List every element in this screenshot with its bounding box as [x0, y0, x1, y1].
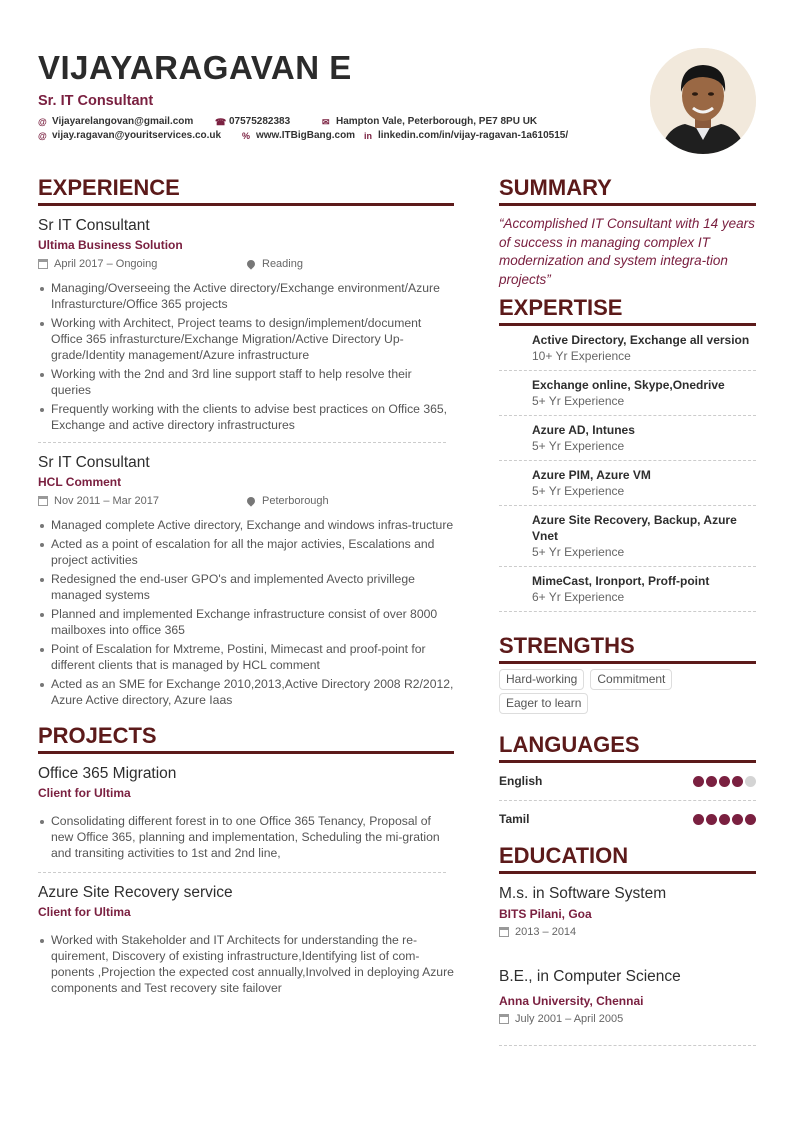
- envelope-icon: ✉: [322, 117, 330, 127]
- resume-header: [38, 48, 638, 143]
- job-location: Peterborough: [245, 494, 329, 508]
- project-client: Client for Ultima: [38, 905, 131, 919]
- experience-entry: [38, 206, 454, 443]
- job-date: Nov 2011 – Mar 2017: [38, 494, 245, 508]
- project-client: Client for Ultima: [38, 786, 131, 800]
- strengths-heading: STRENGTHS: [499, 632, 756, 664]
- bullet-item: Redesigned the end-user GPO's and implemented Avecto privillege managed systems: [38, 571, 454, 603]
- job-date: April 2017 – Ongoing: [38, 257, 245, 271]
- job-bullets: [38, 280, 454, 433]
- calendar-icon: [38, 259, 48, 269]
- proficiency-dots: [691, 776, 756, 787]
- dot-filled-icon: [745, 814, 756, 825]
- job-title: Sr IT Consultant: [38, 454, 150, 471]
- bullet-item: Worked with Stakeholder and IT Architects for understanding the re-quirement, Discovery of existing infrastructure,Identifying list of com-ponents ,Projection the expected cost annually,Involved in deploying Azure components and Test recovery site failover: [38, 932, 454, 996]
- job-bullets: [38, 517, 454, 708]
- dot-filled-icon: [719, 814, 730, 825]
- summary-text: “Accomplished IT Consultant with 14 years of success in managing complex IT modernization and system integra-tion projects”: [499, 216, 755, 287]
- experience-entry: [38, 443, 454, 708]
- expertise-item: MimeCast, Ironport, Proff-point 6+ Yr Experience: [499, 567, 756, 612]
- expertise-item: Azure PIM, Azure VM 5+ Yr Experience: [499, 461, 756, 506]
- entry-divider: [499, 1026, 756, 1046]
- right-column: [499, 174, 756, 1046]
- contact-email-2[interactable]: @ vijay.ragavan@youritservices.co.uk: [38, 130, 222, 141]
- calendar-icon: [499, 1014, 509, 1024]
- language-item: [499, 801, 756, 838]
- calendar-icon: [499, 927, 509, 937]
- education-entry: [499, 874, 756, 939]
- phone-icon: ☎: [215, 117, 227, 127]
- bullet-item: Acted as a point of escalation for all the major activies, Escalations and project activities: [38, 536, 454, 568]
- expertise-item: Azure AD, Intunes 5+ Yr Experience: [499, 416, 756, 461]
- education-entry: [499, 967, 756, 1046]
- strength-tag: Hard-working: [499, 669, 584, 690]
- contact-info: [38, 115, 638, 143]
- proficiency-dots: [691, 814, 756, 825]
- education-heading: EDUCATION: [499, 842, 756, 874]
- languages-heading: LANGUAGES: [499, 731, 756, 763]
- language-name: English: [499, 774, 543, 788]
- expertise-heading: EXPERTISE: [499, 294, 756, 326]
- bullet-item: Working with the 2nd and 3rd line support staff to help resolve their queries: [38, 366, 454, 398]
- profile-photo: [650, 48, 756, 154]
- strength-tag: Eager to learn: [499, 693, 588, 714]
- contact-linkedin[interactable]: in linkedin.com/in/vijay-ragavan-1a610515/: [364, 130, 569, 141]
- dot-empty-icon: [745, 776, 756, 787]
- dot-filled-icon: [732, 814, 743, 825]
- dot-filled-icon: [693, 776, 704, 787]
- bullet-item: Acted as an SME for Exchange 2010,2013,Active Directory 2008 R2/2012, Azure Active directory, Azure Iaas: [38, 676, 454, 708]
- calendar-icon: [38, 496, 48, 506]
- edu-date: 2013 – 2014: [499, 925, 756, 939]
- project-bullets: [38, 813, 454, 861]
- contact-address: ✉ Hampton Vale, Peterborough, PE7 8PU UK: [322, 116, 538, 127]
- at-icon: @: [38, 117, 47, 127]
- dot-filled-icon: [706, 814, 717, 825]
- left-column: [38, 174, 454, 999]
- edu-date: July 2001 – April 2005: [499, 1012, 756, 1026]
- expertise-item: Exchange online, Skype,Onedrive 5+ Yr Experience: [499, 371, 756, 416]
- dot-filled-icon: [732, 776, 743, 787]
- summary-heading: SUMMARY: [499, 174, 756, 206]
- dot-filled-icon: [706, 776, 717, 787]
- expertise-item: Active Directory, Exchange all version 10+ Yr Experience: [499, 326, 756, 371]
- experience-heading: EXPERIENCE: [38, 174, 454, 206]
- projects-heading: PROJECTS: [38, 722, 454, 754]
- contact-phone[interactable]: ☎ 07575282383: [215, 116, 291, 127]
- project-bullets: [38, 932, 454, 996]
- dot-filled-icon: [719, 776, 730, 787]
- candidate-title: Sr. IT Consultant: [38, 93, 154, 109]
- language-item: [499, 763, 756, 801]
- bullet-item: Working with Architect, Project teams to design/implement/document Office 365 infrasturcture/Exchange Migration/Active Directory Up-grade/Identity management/Azure infrastructure: [38, 315, 454, 363]
- expertise-list: [499, 326, 756, 612]
- strength-tags: [499, 669, 756, 717]
- project-title: Office 365 Migration: [38, 765, 177, 782]
- expertise-item: Azure Site Recovery, Backup, Azure Vnet 5+ Yr Experience: [499, 506, 756, 567]
- project-entry: [38, 873, 454, 996]
- bullet-item: Frequently working with the clients to advise best practices on Office 365, Exchange and active directory infrastructures: [38, 401, 454, 433]
- map-pin-icon: [245, 258, 256, 269]
- edu-degree: B.E., in Computer Science: [499, 968, 681, 985]
- map-pin-icon: [245, 495, 256, 506]
- bullet-item: Point of Escalation for Mxtreme, Postini, Mimecast and proof-point for different clients that is managed by HCL comment: [38, 641, 454, 673]
- project-entry: [38, 754, 454, 873]
- edu-degree: M.s. in Software System: [499, 885, 667, 902]
- candidate-name: VIJAYARAGAVAN E: [38, 49, 352, 86]
- contact-email-1[interactable]: @ Vijayarelangovan@gmail.com: [38, 116, 194, 127]
- strength-tag: Commitment: [590, 669, 672, 690]
- edu-school: Anna University, Chennai: [499, 994, 644, 1008]
- project-title: Azure Site Recovery service: [38, 884, 233, 901]
- language-name: Tamil: [499, 812, 530, 826]
- job-company: HCL Comment: [38, 475, 122, 489]
- bullet-item: Managed complete Active directory, Exchange and windows infras-tructure: [38, 517, 454, 533]
- bullet-item: Planned and implemented Exchange infrastructure consist of over 8000 mailboxes into office 365: [38, 606, 454, 638]
- edu-school: BITS Pilani, Goa: [499, 907, 592, 921]
- at-icon: @: [38, 131, 47, 141]
- linkedin-icon: in: [364, 131, 372, 141]
- avatar-icon: [650, 48, 756, 154]
- dot-filled-icon: [693, 814, 704, 825]
- job-title: Sr IT Consultant: [38, 217, 150, 234]
- bullet-item: Consolidating different forest in to one Office 365 Tenancy, Proposal of new Office 365, planning and implementation, Scheduling the mi-gration and transiting activities to 1st and 2nd line,: [38, 813, 454, 861]
- job-location: Reading: [245, 257, 303, 271]
- job-company: Ultima Business Solution: [38, 238, 183, 252]
- bullet-item: Managing/Overseeing the Active directory/Exchange environment/Azure Infrasturcture/Office 365 projects: [38, 280, 454, 312]
- contact-website[interactable]: % www.ITBigBang.com: [242, 130, 356, 141]
- link-icon: %: [242, 131, 251, 141]
